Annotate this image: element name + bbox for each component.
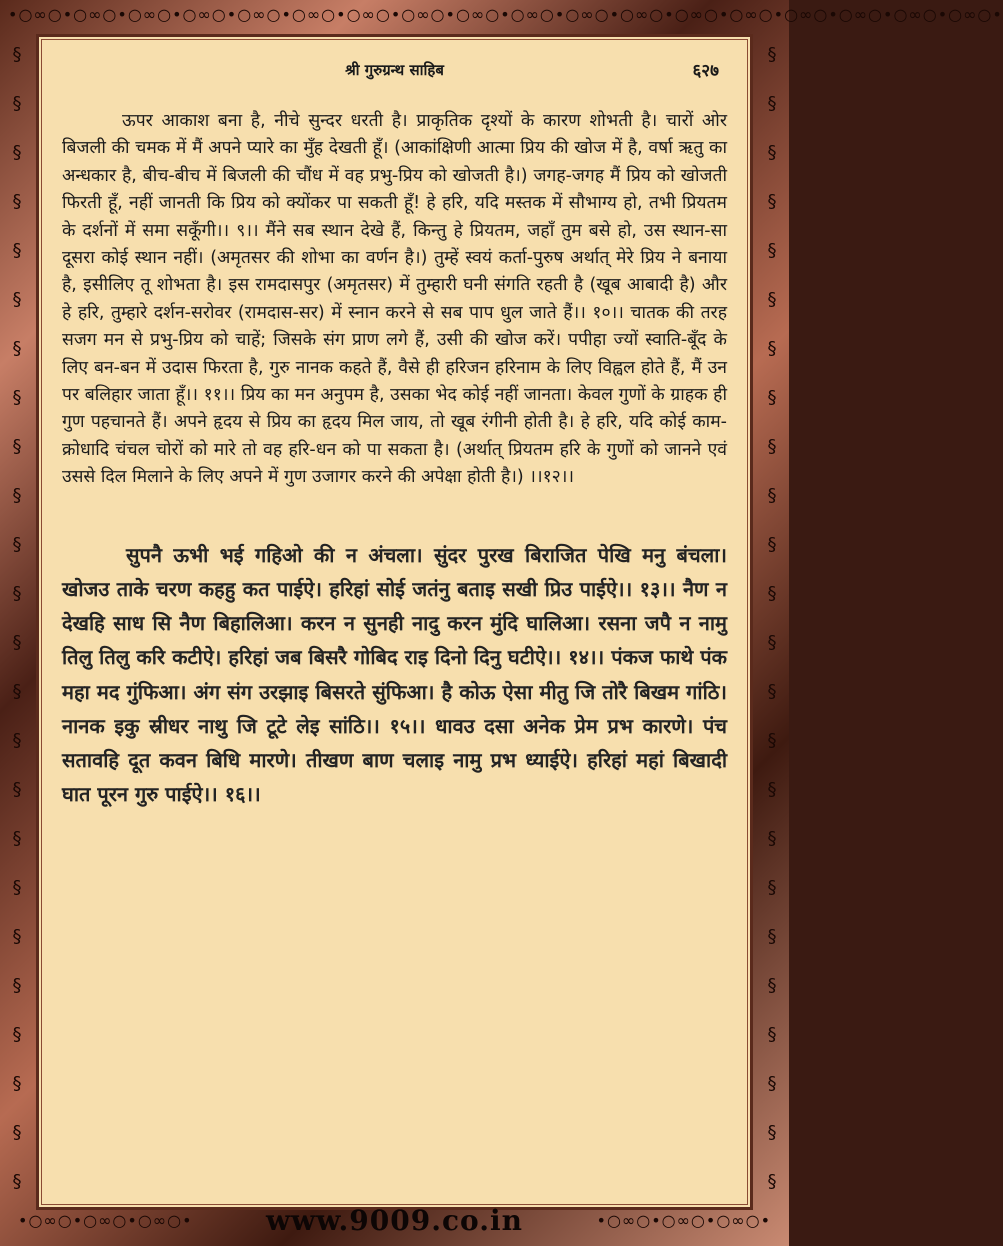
website-url[interactable]: www.9009.co.in — [266, 1204, 523, 1237]
top-ornament-icon: •○∞○•○∞○•○∞○•○∞○•○∞○•○∞○•○∞○•○∞○•○∞○•○∞○•○∞○•○∞○•○∞○•○∞○•○∞○•○∞○•○∞○•○∞○• — [8, 5, 1003, 24]
scripture-page — [36, 34, 753, 1210]
gurbani-verse: सुपनै ऊभी भई गहिओ की न अंचला। सुंदर पुरख बिराजित पेखि मनु बंचला। खोजउ ताके चरण कहहु कत पाईऐ। हरिहां सोई जतंनु बताइ सखी प्रिउ पाईऐ।। १३।। नैण न देखहि साध सि नैण बिहालिआ। करन न सुनही नादु करन मुंदि घालिआ। रसना जपै न नामु तिलु तिलु करि कटीऐ। हरिहां जब बिसरै गोबिद राइ दिनो दिनु घटीऐ।। १४।। पंकज फाथे पंक महा मद गुंफिआ। अंग संग उरझाइ बिसरते सुंफिआ। है कोऊ ऐसा मीतु जि तोरै बिखम गांठि। नानक इकु स्रीधर नाथु जि टूटे लेइ सांठि।। १५।। धावउ दसा अनेक प्रेम प्रभ कारणे। पंच सतावहि दूत कवन बिधि मारणे। तीखण बाण चलाइ नामु प्रभ ध्याईऐ। हरिहां महां बिखादी घात पूरन गुरु पाईऐ।। १६।। — [62, 542, 727, 807]
page-title: श्री गुरुग्रन्थ साहिब — [345, 61, 444, 79]
bottom-ornament-icon: •○∞○•○∞○•○∞○• •○∞○•○∞○•○∞○• — [18, 1211, 771, 1230]
right-ornament-icon: § § § § § § § § § § § § § § § § § § § § § § § § — [767, 44, 777, 1192]
left-ornament-icon: § § § § § § § § § § § § § § § § § § § § § § § § — [12, 44, 22, 1192]
page-header — [62, 56, 727, 86]
page-number: ६२७ — [692, 61, 719, 81]
translation-paragraph: ऊपर आकाश बना है, नीचे सुन्दर धरती है। प्राकृतिक दृश्यों के कारण शोभती है। चारों ओर बिजली की चमक में मैं अपने प्यारे का मुँह देखती हूँ। (आकांक्षिणी आत्मा प्रिय की खोज में है, वर्षा ऋतु का अन्धकार है, बीच-बीच में बिजली की चौंध में वह प्रभु-प्रिय को खोजती है।) जगह-जगह मैं प्रिय को खोजती फिरती हूँ, नहीं जानती कि प्रिय को क्योंकर पा सकती हूँ! हे हरि, यदि मस्तक में सौभाग्य हो, तभी प्रियतम के दर्शनों में समा सकूँगी।। ९।। मैंने सब स्थान देखे हैं, किन्तु हे प्रियतम, जहाँ तुम बसे हो, उस स्थान-सा दूसरा कोई स्थान नहीं। (अमृतसर की शोभा का वर्णन है।) तुम्हें स्वयं कर्ता-पुरुष अर्थात् मेरे प्रिय ने बनाया है, इसीलिए तू शोभता है। इस रामदासपुर (अमृतसर) में तुम्हारी घनी संगति रहती है (खूब आबादी है) और हे हरि, तुम्हारे दर्शन-सरोवर (रामदास-सर) में स्नान करने से सब पाप धुल जाते हैं।। १०।। चातक की तरह सजग मन से प्रभु-प्रिय को चाहें; जिसके संग प्राण लगे हैं, उसी की खोज करें। पपीहा ज्यों स्वाति-बूँद के लिए बन-बन में उदास फिरता है, गुरु नानक कहते हैं, वैसे ही हरिजन हरिनाम के लिए विह्वल होते हैं, मैं उन पर बलिहार जाता हूँ।। ११।। प्रिय का मन अनुपम है, उसका भेद कोई नहीं जानता। केवल गुणों के ग्राहक ही गुण पहचानते हैं। अपने हृदय से प्रिय का हृदय मिल जाय, तो खूब रंगीनी होती है। हे हरि, यदि कोई काम-क्रोधादि चंचल चोरों को मारे तो वह हरि-धन को पा सकता है। (अर्थात् प्रियतम हरि के गुणों को जानने एवं उससे दिल मिलाने के लिए अपने में गुण उजागर करने की अपेक्षा होती है।) ।।१२।। — [62, 111, 727, 488]
